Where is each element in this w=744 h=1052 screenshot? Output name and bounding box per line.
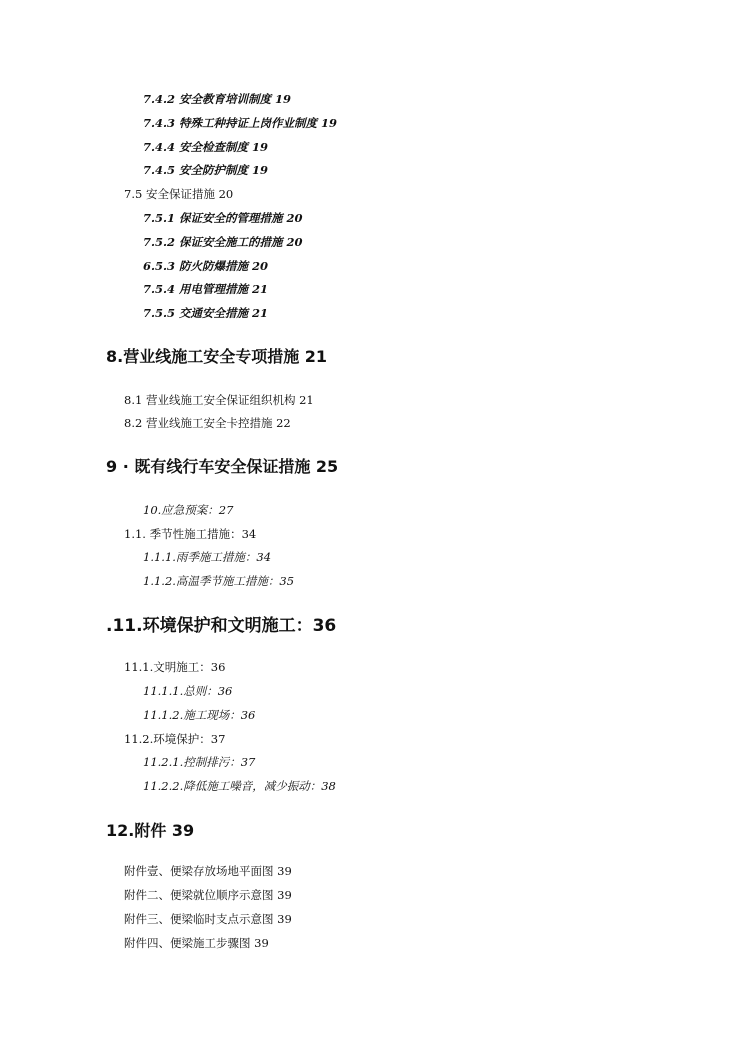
toc-item-8-2[interactable]: 8.2 营业线施工安全卡控措施 22 — [124, 416, 291, 430]
toc-item-7-5-1[interactable]: 7.5.1 保证安全的管理措施 20 — [143, 211, 303, 225]
toc-item-11-1-1[interactable]: 11.1.1.总则：36 — [143, 684, 233, 698]
toc-heading-8[interactable]: 8.营业线施工安全专项措施 21 — [106, 347, 328, 366]
toc-item-7-5-4[interactable]: 7.5.4 用电管理措施 21 — [143, 282, 269, 296]
toc-item-7-5-5[interactable]: 7.5.5 交通安全措施 21 — [143, 306, 269, 320]
toc-heading-11[interactable]: .11.环境保护和文明施工：36 — [106, 616, 337, 636]
toc-item-10[interactable]: 10.应急预案：27 — [143, 503, 234, 517]
toc-heading-12[interactable]: 12.附件 39 — [106, 821, 195, 840]
toc-appendix-3[interactable]: 附件三、便梁临时支点示意图 39 — [124, 912, 292, 926]
toc-item-1-1-2[interactable]: 1.1.2.高温季节施工措施：35 — [143, 574, 295, 588]
toc-item-7-5-2[interactable]: 7.5.2 保证安全施工的措施 20 — [143, 235, 303, 249]
toc-item-7-4-2[interactable]: 7.4.2 安全教育培训制度 19 — [143, 92, 292, 106]
toc-item-7-4-3[interactable]: 7.4.3 特殊工种持证上岗作业制度 19 — [143, 116, 338, 130]
toc-heading-9[interactable]: 9 · 既有线行车安全保证措施 25 — [106, 457, 339, 476]
toc-item-7-4-5[interactable]: 7.4.5 安全防护制度 19 — [143, 163, 269, 177]
toc-appendix-2[interactable]: 附件二、便梁就位顺序示意图 39 — [124, 888, 292, 902]
toc-item-6-5-3[interactable]: 6.5.3 防火防爆措施 20 — [143, 259, 269, 273]
toc-item-11-2-2[interactable]: 11.2.2.降低施工噪音，减少振动：38 — [143, 779, 336, 793]
toc-item-11-1-2[interactable]: 11.1.2.施工现场：36 — [143, 708, 256, 722]
toc-item-1-1-1[interactable]: 1.1.1.雨季施工措施：34 — [143, 550, 272, 564]
toc-item-11-1[interactable]: 11.1.文明施工：36 — [124, 660, 226, 674]
toc-item-8-1[interactable]: 8.1 营业线施工安全保证组织机构 21 — [124, 393, 314, 407]
toc-appendix-1[interactable]: 附件壹、便梁存放场地平面图 39 — [124, 864, 292, 878]
toc-appendix-4[interactable]: 附件四、便梁施工步骤图 39 — [124, 936, 269, 950]
toc-item-11-2-1[interactable]: 11.2.1.控制排污：37 — [143, 755, 256, 769]
toc-item-1-1[interactable]: 1.1. 季节性施工措施：34 — [124, 527, 257, 541]
toc-item-7-5[interactable]: 7.5 安全保证措施 20 — [124, 187, 234, 201]
toc-item-11-2[interactable]: 11.2.环境保护：37 — [124, 732, 226, 746]
toc-item-7-4-4[interactable]: 7.4.4 安全检查制度 19 — [143, 140, 269, 154]
